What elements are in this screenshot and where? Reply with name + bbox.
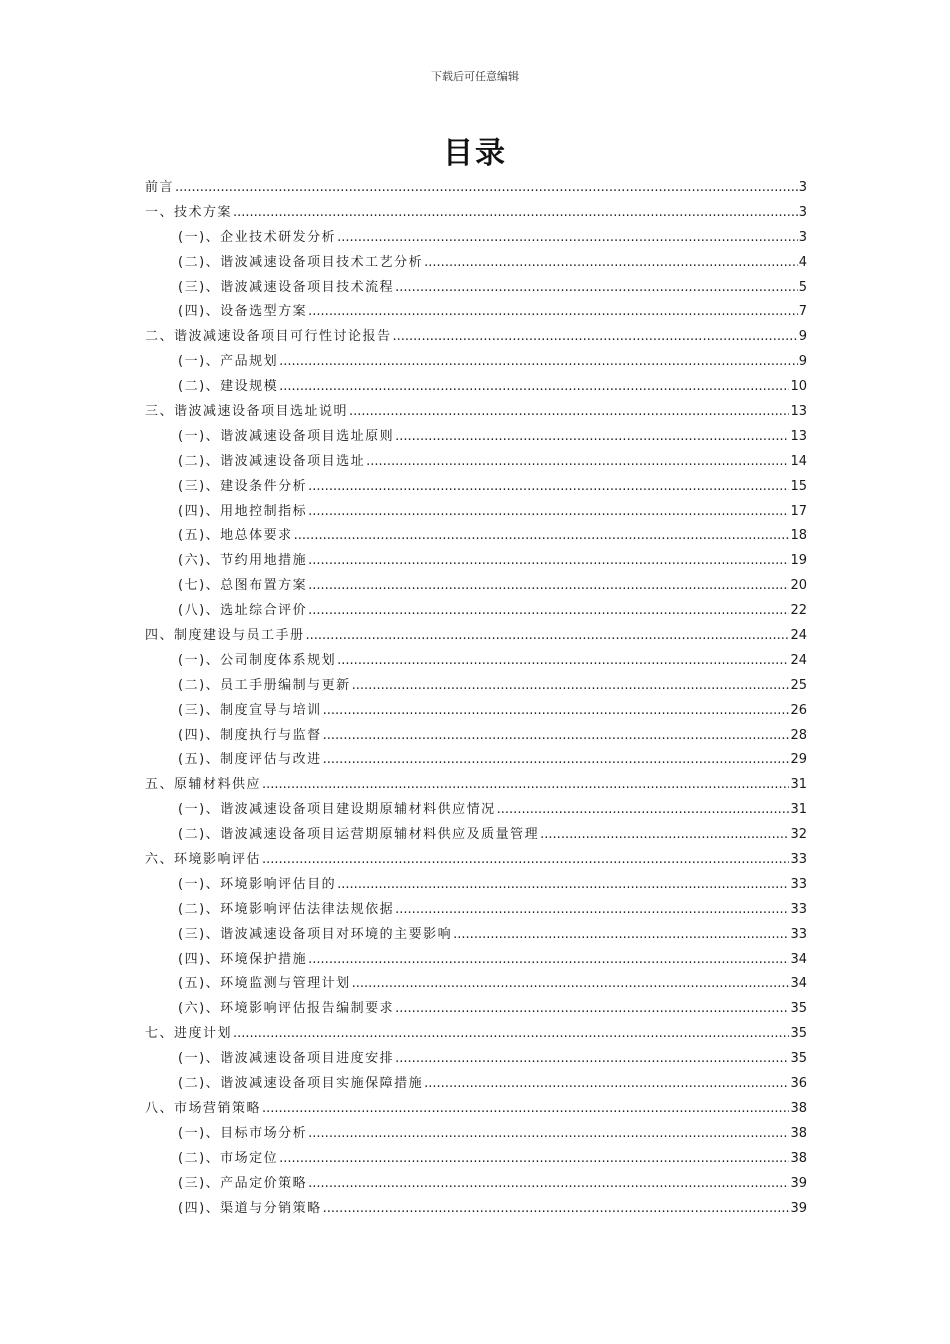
- toc-entry[interactable]: [145, 848, 807, 873]
- toc-entry-page-number: 31: [790, 802, 807, 818]
- toc-entry-label: 前言: [145, 179, 175, 195]
- toc-dot-leader: [308, 948, 789, 973]
- toc-entry-page-number: 29: [790, 752, 807, 768]
- toc-entry[interactable]: [145, 997, 807, 1022]
- toc-dot-leader: [424, 1072, 789, 1097]
- toc-entry-page-number: 17: [790, 503, 807, 519]
- toc-entry-label: (一)、谐波减速设备项目选址原则: [178, 428, 395, 444]
- toc-entry-page-number: 24: [790, 652, 807, 668]
- toc-entry[interactable]: [145, 1147, 807, 1172]
- toc-entry[interactable]: [145, 1072, 807, 1097]
- toc-entry-page-number: 31: [790, 777, 807, 793]
- toc-dot-leader: [175, 176, 798, 201]
- toc-entry[interactable]: [145, 226, 807, 251]
- toc-dot-leader: [395, 425, 789, 450]
- toc-entry-label: (六)、环境影响评估报告编制要求: [178, 1001, 395, 1017]
- toc-entry-label: (七)、总图布置方案: [178, 578, 308, 594]
- toc-entry-page-number: 13: [790, 428, 807, 444]
- toc-entry-page-number: 25: [790, 677, 807, 693]
- toc-entry-label: (二)、谐波减速设备项目运营期原辅材料供应及质量管理: [178, 827, 540, 843]
- toc-dot-leader: [279, 375, 789, 400]
- toc-dot-leader: [337, 226, 798, 251]
- header-note: 下载后可任意编辑: [431, 70, 519, 83]
- toc-entry-label: (一)、谐波减速设备项目进度安排: [178, 1051, 395, 1067]
- toc-entry-label: (一)、目标市场分析: [178, 1125, 308, 1141]
- toc-entry[interactable]: [145, 549, 807, 574]
- toc-dot-leader: [366, 450, 789, 475]
- toc-entry[interactable]: [145, 475, 807, 500]
- toc-entry-page-number: 35: [790, 1051, 807, 1067]
- toc-entry[interactable]: [145, 773, 807, 798]
- toc-entry[interactable]: [145, 1172, 807, 1197]
- toc-entry[interactable]: [145, 699, 807, 724]
- toc-dot-leader: [262, 773, 789, 798]
- toc-entry-label: (三)、谐波减速设备项目技术流程: [178, 279, 395, 295]
- toc-dot-leader: [453, 923, 789, 948]
- toc-entry[interactable]: [145, 574, 807, 599]
- toc-entry-page-number: 39: [790, 1175, 807, 1191]
- toc-entry[interactable]: [145, 873, 807, 898]
- toc-dot-leader: [323, 699, 790, 724]
- toc-entry[interactable]: [145, 649, 807, 674]
- toc-entry-label: (四)、用地控制指标: [178, 503, 308, 519]
- toc-entry[interactable]: [145, 923, 807, 948]
- toc-entry[interactable]: [145, 748, 807, 773]
- toc-dot-leader: [352, 972, 790, 997]
- toc-entry-label: 五、原辅材料供应: [145, 777, 262, 793]
- toc-entry-label: (五)、制度评估与改进: [178, 752, 322, 768]
- toc-dot-leader: [233, 1022, 789, 1047]
- toc-entry-page-number: 26: [790, 702, 807, 718]
- toc-dot-leader: [337, 649, 789, 674]
- toc-dot-leader: [308, 599, 789, 624]
- toc-entry[interactable]: [145, 674, 807, 699]
- toc-dot-leader: [393, 325, 798, 350]
- toc-entry[interactable]: [145, 1047, 807, 1072]
- toc-entry-page-number: 3: [798, 204, 807, 220]
- toc-entry[interactable]: [145, 1197, 807, 1222]
- page-title: 目录: [443, 136, 507, 171]
- toc-dot-leader: [395, 898, 789, 923]
- toc-dot-leader: [308, 300, 798, 325]
- toc-entry[interactable]: [145, 251, 807, 276]
- toc-dot-leader: [349, 400, 789, 425]
- toc-dot-leader: [279, 350, 798, 375]
- toc-entry[interactable]: [145, 524, 807, 549]
- toc-entry-label: (三)、制度宣导与培训: [178, 702, 322, 718]
- toc-entry-label: (一)、环境影响评估目的: [178, 876, 337, 892]
- toc-entry[interactable]: [145, 276, 807, 301]
- toc-entry-label: (一)、企业技术研发分析: [178, 229, 337, 245]
- table-of-contents: [145, 176, 807, 1221]
- toc-entry-page-number: 38: [790, 1125, 807, 1141]
- toc-entry-page-number: 33: [790, 901, 807, 917]
- toc-entry-label: (一)、公司制度体系规划: [178, 652, 337, 668]
- toc-entry-page-number: 33: [790, 876, 807, 892]
- toc-entry[interactable]: [145, 1022, 807, 1047]
- toc-entry[interactable]: [145, 1122, 807, 1147]
- toc-entry-label: (二)、谐波减速设备项目技术工艺分析: [178, 254, 424, 270]
- toc-entry-page-number: 39: [790, 1200, 807, 1216]
- toc-entry-page-number: 7: [798, 304, 807, 320]
- toc-entry[interactable]: [145, 724, 807, 749]
- toc-entry[interactable]: [145, 624, 807, 649]
- toc-dot-leader: [395, 1047, 789, 1072]
- toc-dot-leader: [352, 674, 790, 699]
- toc-entry[interactable]: [145, 599, 807, 624]
- toc-entry-page-number: 35: [790, 1001, 807, 1017]
- toc-dot-leader: [308, 500, 789, 525]
- toc-entry-label: (五)、环境监测与管理计划: [178, 976, 351, 992]
- toc-entry[interactable]: [145, 425, 807, 450]
- toc-entry-label: (二)、员工手册编制与更新: [178, 677, 351, 693]
- toc-entry-label: 一、技术方案: [145, 204, 233, 220]
- toc-entry-page-number: 33: [790, 852, 807, 868]
- toc-entry-label: (二)、谐波减速设备项目实施保障措施: [178, 1076, 424, 1092]
- toc-dot-leader: [308, 549, 789, 574]
- toc-entry[interactable]: [145, 201, 807, 226]
- toc-entry-page-number: 9: [798, 354, 807, 370]
- toc-entry-label: (二)、环境影响评估法律法规依据: [178, 901, 395, 917]
- toc-entry-label: (四)、渠道与分销策略: [178, 1200, 322, 1216]
- toc-entry-label: 七、进度计划: [145, 1026, 233, 1042]
- toc-entry-page-number: 20: [790, 578, 807, 594]
- toc-entry-label: (三)、谐波减速设备项目对环境的主要影响: [178, 926, 453, 942]
- toc-entry-label: (四)、制度执行与监督: [178, 727, 322, 743]
- toc-entry[interactable]: [145, 898, 807, 923]
- toc-entry-page-number: 13: [790, 404, 807, 419]
- toc-dot-leader: [337, 873, 789, 898]
- toc-dot-leader: [395, 997, 789, 1022]
- toc-entry[interactable]: [145, 798, 807, 823]
- toc-entry-page-number: 38: [790, 1100, 807, 1116]
- toc-entry-label: (六)、节约用地措施: [178, 553, 308, 569]
- toc-entry-page-number: 5: [798, 279, 807, 295]
- toc-entry[interactable]: [145, 1097, 807, 1122]
- toc-entry-label: 八、市场营销策略: [145, 1100, 262, 1116]
- toc-entry[interactable]: [145, 325, 807, 350]
- toc-entry-label: 二、谐波减速设备项目可行性讨论报告: [145, 329, 392, 345]
- toc-entry-label: (八)、选址综合评价: [178, 603, 308, 619]
- toc-entry-label: (三)、产品定价策略: [178, 1175, 308, 1191]
- toc-dot-leader: [262, 848, 789, 873]
- toc-entry-page-number: 9: [798, 329, 807, 345]
- toc-entry-label: (二)、市场定位: [178, 1150, 279, 1166]
- toc-entry-page-number: 4: [798, 254, 807, 270]
- toc-entry[interactable]: [145, 973, 807, 998]
- toc-dot-leader: [294, 524, 790, 549]
- toc-entry-label: (一)、产品规划: [178, 354, 279, 370]
- toc-entry-label: 四、制度建设与员工手册: [145, 628, 305, 644]
- toc-entry[interactable]: [145, 400, 807, 425]
- toc-entry[interactable]: [145, 176, 807, 201]
- toc-entry-label: 六、环境影响评估: [145, 852, 262, 868]
- toc-entry-label: (一)、谐波减速设备项目建设期原辅材料供应情况: [178, 802, 496, 818]
- toc-entry-page-number: 19: [790, 553, 807, 569]
- toc-dot-leader: [323, 724, 790, 749]
- toc-dot-leader: [323, 1197, 790, 1222]
- toc-entry-label: (四)、环境保护措施: [178, 951, 308, 967]
- toc-entry[interactable]: [145, 350, 807, 375]
- toc-entry[interactable]: [145, 300, 807, 325]
- toc-entry[interactable]: [145, 823, 807, 848]
- toc-entry-page-number: 34: [790, 951, 807, 967]
- toc-entry-label: (二)、建设规模: [178, 379, 279, 395]
- toc-entry-label: (二)、谐波减速设备项目选址: [178, 453, 366, 469]
- toc-entry[interactable]: [145, 450, 807, 475]
- toc-entry-page-number: 28: [790, 727, 807, 743]
- toc-dot-leader: [308, 574, 789, 599]
- toc-dot-leader: [308, 1172, 789, 1197]
- toc-dot-leader: [308, 475, 789, 500]
- toc-dot-leader: [395, 276, 798, 301]
- toc-entry-page-number: 32: [790, 827, 807, 843]
- toc-entry-page-number: 34: [790, 976, 807, 992]
- toc-dot-leader: [424, 251, 798, 276]
- toc-entry-page-number: 22: [790, 603, 807, 619]
- toc-entry[interactable]: [145, 948, 807, 973]
- toc-entry-page-number: 10: [790, 379, 807, 395]
- toc-entry-page-number: 18: [790, 528, 807, 544]
- toc-entry[interactable]: [145, 375, 807, 400]
- toc-entry-page-number: 14: [790, 453, 807, 469]
- toc-dot-leader: [308, 1122, 789, 1147]
- toc-entry-page-number: 36: [790, 1076, 807, 1092]
- toc-entry-label: (五)、地总体要求: [178, 528, 293, 544]
- toc-entry-page-number: 15: [790, 478, 807, 494]
- toc-dot-leader: [279, 1147, 789, 1172]
- toc-dot-leader: [540, 823, 789, 848]
- toc-entry-page-number: 24: [790, 628, 807, 644]
- toc-entry-page-number: 35: [790, 1026, 807, 1042]
- toc-entry-label: (四)、设备选型方案: [178, 304, 308, 320]
- toc-dot-leader: [306, 624, 790, 649]
- toc-dot-leader: [323, 748, 790, 773]
- toc-entry-label: (三)、建设条件分析: [178, 478, 308, 494]
- toc-dot-leader: [262, 1097, 789, 1122]
- toc-dot-leader: [233, 201, 798, 226]
- toc-entry-page-number: 38: [790, 1150, 807, 1166]
- toc-entry-page-number: 33: [790, 926, 807, 942]
- toc-entry[interactable]: [145, 500, 807, 525]
- toc-entry-page-number: 3: [798, 229, 807, 245]
- toc-dot-leader: [497, 798, 790, 823]
- toc-entry-label: 三、谐波减速设备项目选址说明: [145, 404, 349, 419]
- toc-entry-page-number: 3: [798, 179, 807, 195]
